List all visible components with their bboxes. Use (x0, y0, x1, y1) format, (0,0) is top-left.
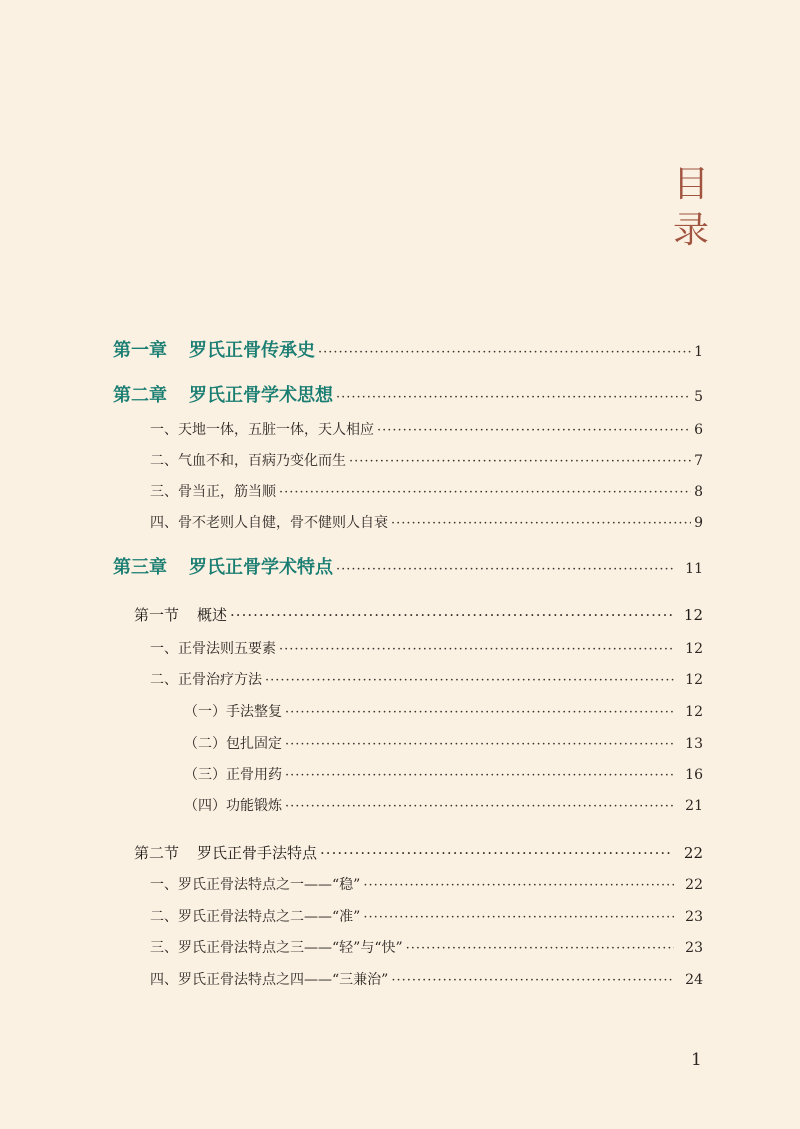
toc-subitem[interactable] (184, 733, 703, 753)
toc-item[interactable] (150, 638, 703, 658)
toc-item[interactable] (150, 937, 703, 957)
section-title: 概述 (197, 606, 228, 624)
toc-item-title: （三）正骨用药 (184, 767, 282, 783)
dot-leader (318, 345, 691, 360)
toc-item[interactable] (150, 906, 703, 926)
dot-leader (363, 910, 674, 925)
toc-item[interactable] (150, 512, 703, 532)
toc-item-title: 二、罗氏正骨法特点之二——“准” (150, 909, 361, 925)
dot-leader (279, 485, 691, 500)
chapter-label: 第三章 (113, 557, 167, 578)
dot-leader (285, 705, 674, 720)
dot-leader (377, 423, 691, 438)
toc-section-1[interactable] (134, 604, 703, 625)
toc-item[interactable] (150, 969, 703, 989)
page-ref: 9 (694, 515, 703, 531)
section-title: 罗氏正骨手法特点 (197, 844, 318, 862)
dot-leader (230, 606, 673, 624)
toc-item-title: （四）功能锻炼 (184, 798, 282, 814)
dot-leader (336, 390, 691, 405)
page-ref: 8 (694, 484, 703, 500)
toc-section-2[interactable] (134, 842, 703, 863)
dot-leader (391, 516, 691, 531)
toc-item-title: （二）包扎固定 (184, 736, 282, 752)
page-title (666, 162, 716, 254)
toc-item-title: 一、罗氏正骨法特点之一——“稳” (150, 877, 361, 893)
dot-leader (279, 642, 674, 657)
page-ref: 16 (685, 767, 703, 783)
section-label: 第二节 (134, 844, 180, 862)
chapter-title: 罗氏正骨传承史 (189, 340, 315, 361)
toc-item-title: （一）手法整复 (184, 704, 282, 720)
toc-subitem[interactable] (184, 701, 703, 721)
toc-item-title: 四、罗氏正骨法特点之四——“三兼治” (150, 972, 389, 988)
page-ref: 12 (683, 606, 703, 624)
page-number: 1 (691, 1050, 702, 1070)
toc-chapter-1[interactable] (113, 336, 703, 362)
toc-subitem[interactable] (184, 795, 703, 815)
toc-item-title: 一、正骨法则五要素 (150, 641, 276, 657)
toc-subitem[interactable] (184, 764, 703, 784)
page-ref: 21 (685, 798, 703, 814)
toc-item[interactable] (150, 450, 703, 470)
page-ref: 12 (685, 672, 703, 688)
toc-chapter-3[interactable] (113, 553, 703, 579)
toc-item-title: 三、罗氏正骨法特点之三——“轻”与“快” (150, 940, 403, 956)
dot-leader (406, 941, 675, 956)
page-ref: 6 (694, 422, 703, 438)
dot-leader (363, 878, 674, 893)
page-ref: 24 (685, 972, 703, 988)
dot-leader (320, 844, 673, 862)
section-label: 第一节 (134, 606, 180, 624)
page-ref: 23 (685, 940, 703, 956)
toc-item-title: 一、天地一体，五脏一体，天人相应 (150, 422, 374, 438)
page-ref: 7 (694, 453, 703, 469)
dot-leader (285, 799, 674, 814)
toc-item-title: 四、骨不老则人自健，骨不健则人自衰 (150, 515, 388, 531)
page-ref: 5 (694, 389, 703, 405)
page-ref: 11 (685, 561, 703, 577)
chapter-label: 第一章 (113, 340, 167, 361)
page-title-char-2: 录 (672, 210, 709, 251)
dot-leader (349, 454, 691, 469)
toc-item-title: 三、骨当正，筋当顺 (150, 484, 276, 500)
dot-leader (336, 562, 674, 577)
page-ref: 1 (694, 344, 703, 360)
toc-chapter-2[interactable] (113, 381, 703, 407)
page-ref: 12 (685, 704, 703, 720)
page-ref: 13 (685, 736, 703, 752)
dot-leader (285, 737, 674, 752)
dot-leader (285, 768, 674, 783)
page-ref: 22 (685, 877, 703, 893)
toc-item[interactable] (150, 669, 703, 689)
toc-item-title: 二、气血不和，百病乃变化而生 (150, 453, 346, 469)
page-ref: 23 (685, 909, 703, 925)
toc-item[interactable] (150, 481, 703, 501)
page-ref: 22 (683, 844, 703, 862)
toc-item-title: 二、正骨治疗方法 (150, 672, 262, 688)
dot-leader (265, 673, 674, 688)
chapter-title: 罗氏正骨学术思想 (189, 385, 333, 406)
toc-item[interactable] (150, 419, 703, 439)
dot-leader (391, 973, 674, 988)
chapter-title: 罗氏正骨学术特点 (189, 557, 333, 578)
page-title-char-1: 目 (672, 164, 709, 205)
chapter-label: 第二章 (113, 385, 167, 406)
toc-item[interactable] (150, 874, 703, 894)
page-ref: 12 (685, 641, 703, 657)
